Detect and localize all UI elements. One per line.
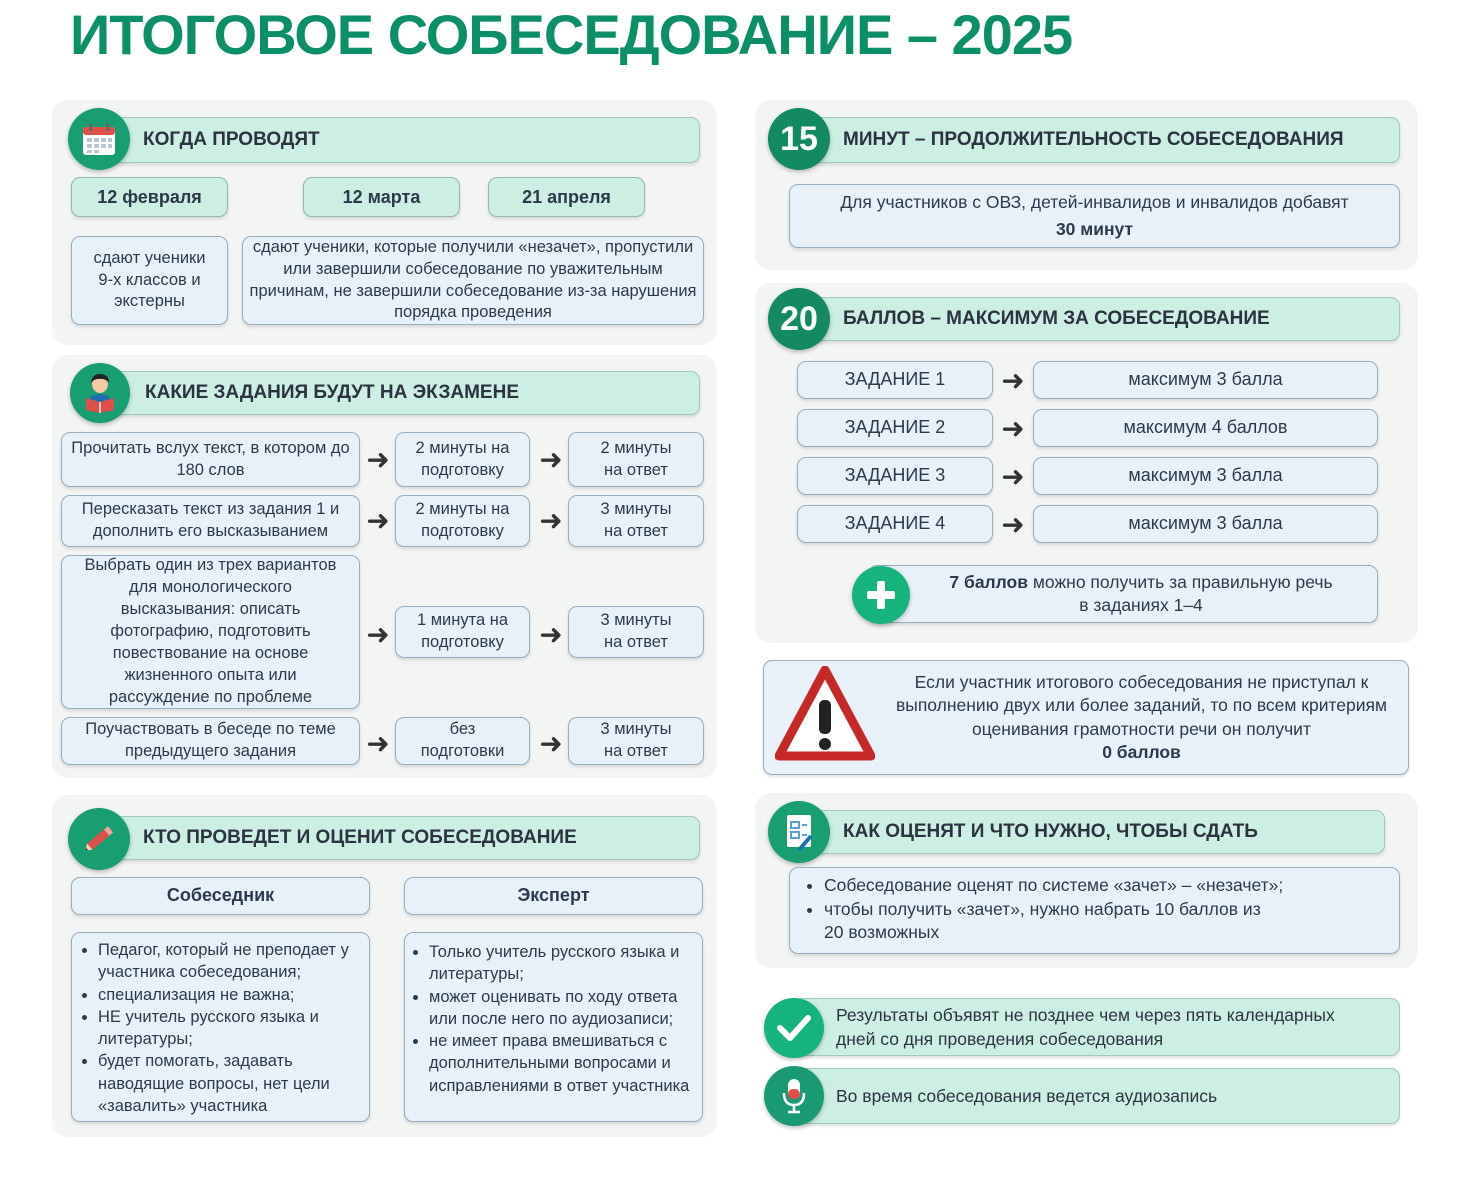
duration-number: 15 (780, 119, 818, 158)
list-item: • может оценивать по ходу ответа или после него по аудиозаписи; (429, 986, 696, 1031)
retake-date-note: сдают ученики, которые получили «незачет», пропустили или завершили собеседование по уважительным причинам, не завершили собеседование из-за нарушения порядка проведения (242, 236, 704, 325)
duration-extra: 30 минут (1055, 219, 1134, 239)
bonus-bold: 7 баллов (949, 571, 1029, 592)
warning-icon (775, 666, 875, 764)
arrow-right-icon: ➜ (539, 505, 563, 536)
arrow-right-icon: ➜ (1001, 461, 1025, 492)
who-header (100, 816, 700, 860)
bonus-text-2: в заданиях 1–4 (1079, 595, 1203, 615)
expert-title: Эксперт (404, 877, 703, 915)
arrow-right-icon: ➜ (1001, 509, 1025, 540)
plus-icon (852, 566, 910, 624)
bonus-text: можно получить за правильную речь (1032, 571, 1333, 592)
list-item: • НЕ учитель русского языка и литературы; (98, 1006, 363, 1051)
task-4-prep: без подготовки (395, 717, 530, 765)
pass-list (789, 867, 1400, 954)
list-item: • чтобы получить «зачет», нужно набрать 10 баллов из 20 возможных (824, 898, 1391, 945)
microphone-icon (764, 1066, 824, 1126)
pass-header-label: КАК ОЦЕНЯТ И ЧТО НУЖНО, ЧТОБЫ СДАТЬ (843, 821, 1258, 842)
score-max-1: максимум 3 балла (1033, 361, 1378, 399)
duration-note-text: Для участников с ОВЗ, детей-инвалидов и инвалидов добавят (840, 191, 1349, 212)
date-april: 21 апреля (488, 177, 645, 217)
task-1-text: Прочитать вслух текст, в котором до 180 слов (61, 432, 360, 487)
arrow-right-icon: ➜ (539, 619, 563, 650)
results-note (793, 998, 1400, 1056)
task-4-text: Поучаствовать в беседе по теме предыдущего задания (61, 717, 360, 765)
audio-note (793, 1068, 1400, 1124)
tasks-header-label: КАКИЕ ЗАДАНИЯ БУДУТ НА ЭКЗАМЕНЕ (145, 382, 519, 403)
score-task-3: ЗАДАНИЕ 3 (797, 457, 993, 495)
checkmark-icon (764, 998, 824, 1058)
duration-header (800, 117, 1400, 163)
arrow-right-icon: ➜ (366, 728, 390, 759)
list-item: • Педагог, который не преподает у участника собеседования; (98, 939, 363, 984)
arrow-right-icon: ➜ (1001, 365, 1025, 396)
score-max-4: максимум 3 балла (1033, 505, 1378, 543)
arrow-right-icon: ➜ (1001, 413, 1025, 444)
task-3-answer: 3 минуты на ответ (568, 606, 704, 658)
task-1-answer: 2 минуты на ответ (568, 432, 704, 487)
score-header (800, 297, 1400, 341)
list-item: • специализация не важна; (98, 984, 363, 1006)
page-title: ИТОГОВОЕ СОБЕСЕДОВАНИЕ – 2025 (70, 3, 1073, 66)
warning-text: Если участник итогового собеседования не приступал к выполнению двух или более заданий, то по всем критериям оценивания грамотности речи он получит (895, 671, 1388, 739)
who-header-label: КТО ПРОВЕДЕТ И ОЦЕНИТ СОБЕСЕДОВАНИЕ (143, 827, 577, 848)
score-max-2: максимум 4 баллов (1033, 409, 1378, 447)
task-1-prep: 2 минуты на подготовку (395, 432, 530, 487)
score-task-1: ЗАДАНИЕ 1 (797, 361, 993, 399)
score-task-4: ЗАДАНИЕ 4 (797, 505, 993, 543)
task-2-prep: 2 минуты на подготовку (395, 495, 530, 547)
bonus-note (868, 565, 1378, 623)
interlocutor-list (71, 932, 370, 1122)
student-reading-icon (70, 363, 130, 423)
list-item: • будет помогать, задавать наводящие вопросы, нет цели «завалить» участника (98, 1050, 363, 1117)
task-3-prep: 1 минута на подготовку (395, 606, 530, 658)
pencil-icon (68, 808, 130, 870)
score-number: 20 (780, 299, 818, 338)
score-number-badge (768, 288, 830, 350)
score-header-label: БАЛЛОВ – МАКСИМУМ ЗА СОБЕСЕДОВАНИЕ (843, 308, 1270, 329)
tasks-header (100, 371, 700, 415)
list-item: • Только учитель русского языка и литературы; (429, 941, 696, 986)
document-check-icon (768, 801, 830, 863)
list-item: • Собеседование оценят по системе «зачет» – «незачет»; (824, 874, 1391, 898)
date-march: 12 марта (303, 177, 460, 217)
warning-bold: 0 баллов (1102, 741, 1181, 762)
when-header-label: КОГДА ПРОВОДЯТ (143, 129, 320, 150)
task-2-text: Пересказать текст из задания 1 и дополнить его высказыванием (61, 495, 360, 547)
when-header (100, 117, 700, 163)
audio-text: Во время собеседования ведется аудиозапись (836, 1085, 1218, 1106)
arrow-right-icon: ➜ (366, 619, 390, 650)
pass-header (800, 810, 1385, 854)
interlocutor-title: Собеседник (71, 877, 370, 915)
arrow-right-icon: ➜ (366, 505, 390, 536)
task-2-answer: 3 минуты на ответ (568, 495, 704, 547)
arrow-right-icon: ➜ (366, 444, 390, 475)
main-date-note: сдают ученики 9-х классов и экстерны (71, 236, 228, 325)
duration-note (789, 184, 1400, 248)
date-february: 12 февраля (71, 177, 228, 217)
calendar-icon (68, 108, 130, 170)
duration-header-label: МИНУТ – ПРОДОЛЖИТЕЛЬНОСТЬ СОБЕСЕДОВАНИЯ (843, 129, 1344, 150)
score-max-3: максимум 3 балла (1033, 457, 1378, 495)
task-3-text: Выбрать один из трех вариантов для монологического высказывания: описать фотографию, подготовить повествование на основе жизненного опыта или рассуждение по проблеме (61, 555, 360, 709)
task-4-answer: 3 минуты на ответ (568, 717, 704, 765)
expert-list (404, 932, 703, 1122)
arrow-right-icon: ➜ (539, 444, 563, 475)
list-item: • не имеет права вмешиваться с дополнительными вопросами и исправлениями в ответ участника (429, 1030, 696, 1097)
duration-number-badge (768, 108, 830, 170)
results-text: Результаты объявят не позднее чем через пять календарных дней со дня проведения собеседования (836, 1004, 1335, 1049)
score-task-2: ЗАДАНИЕ 2 (797, 409, 993, 447)
arrow-right-icon: ➜ (539, 728, 563, 759)
